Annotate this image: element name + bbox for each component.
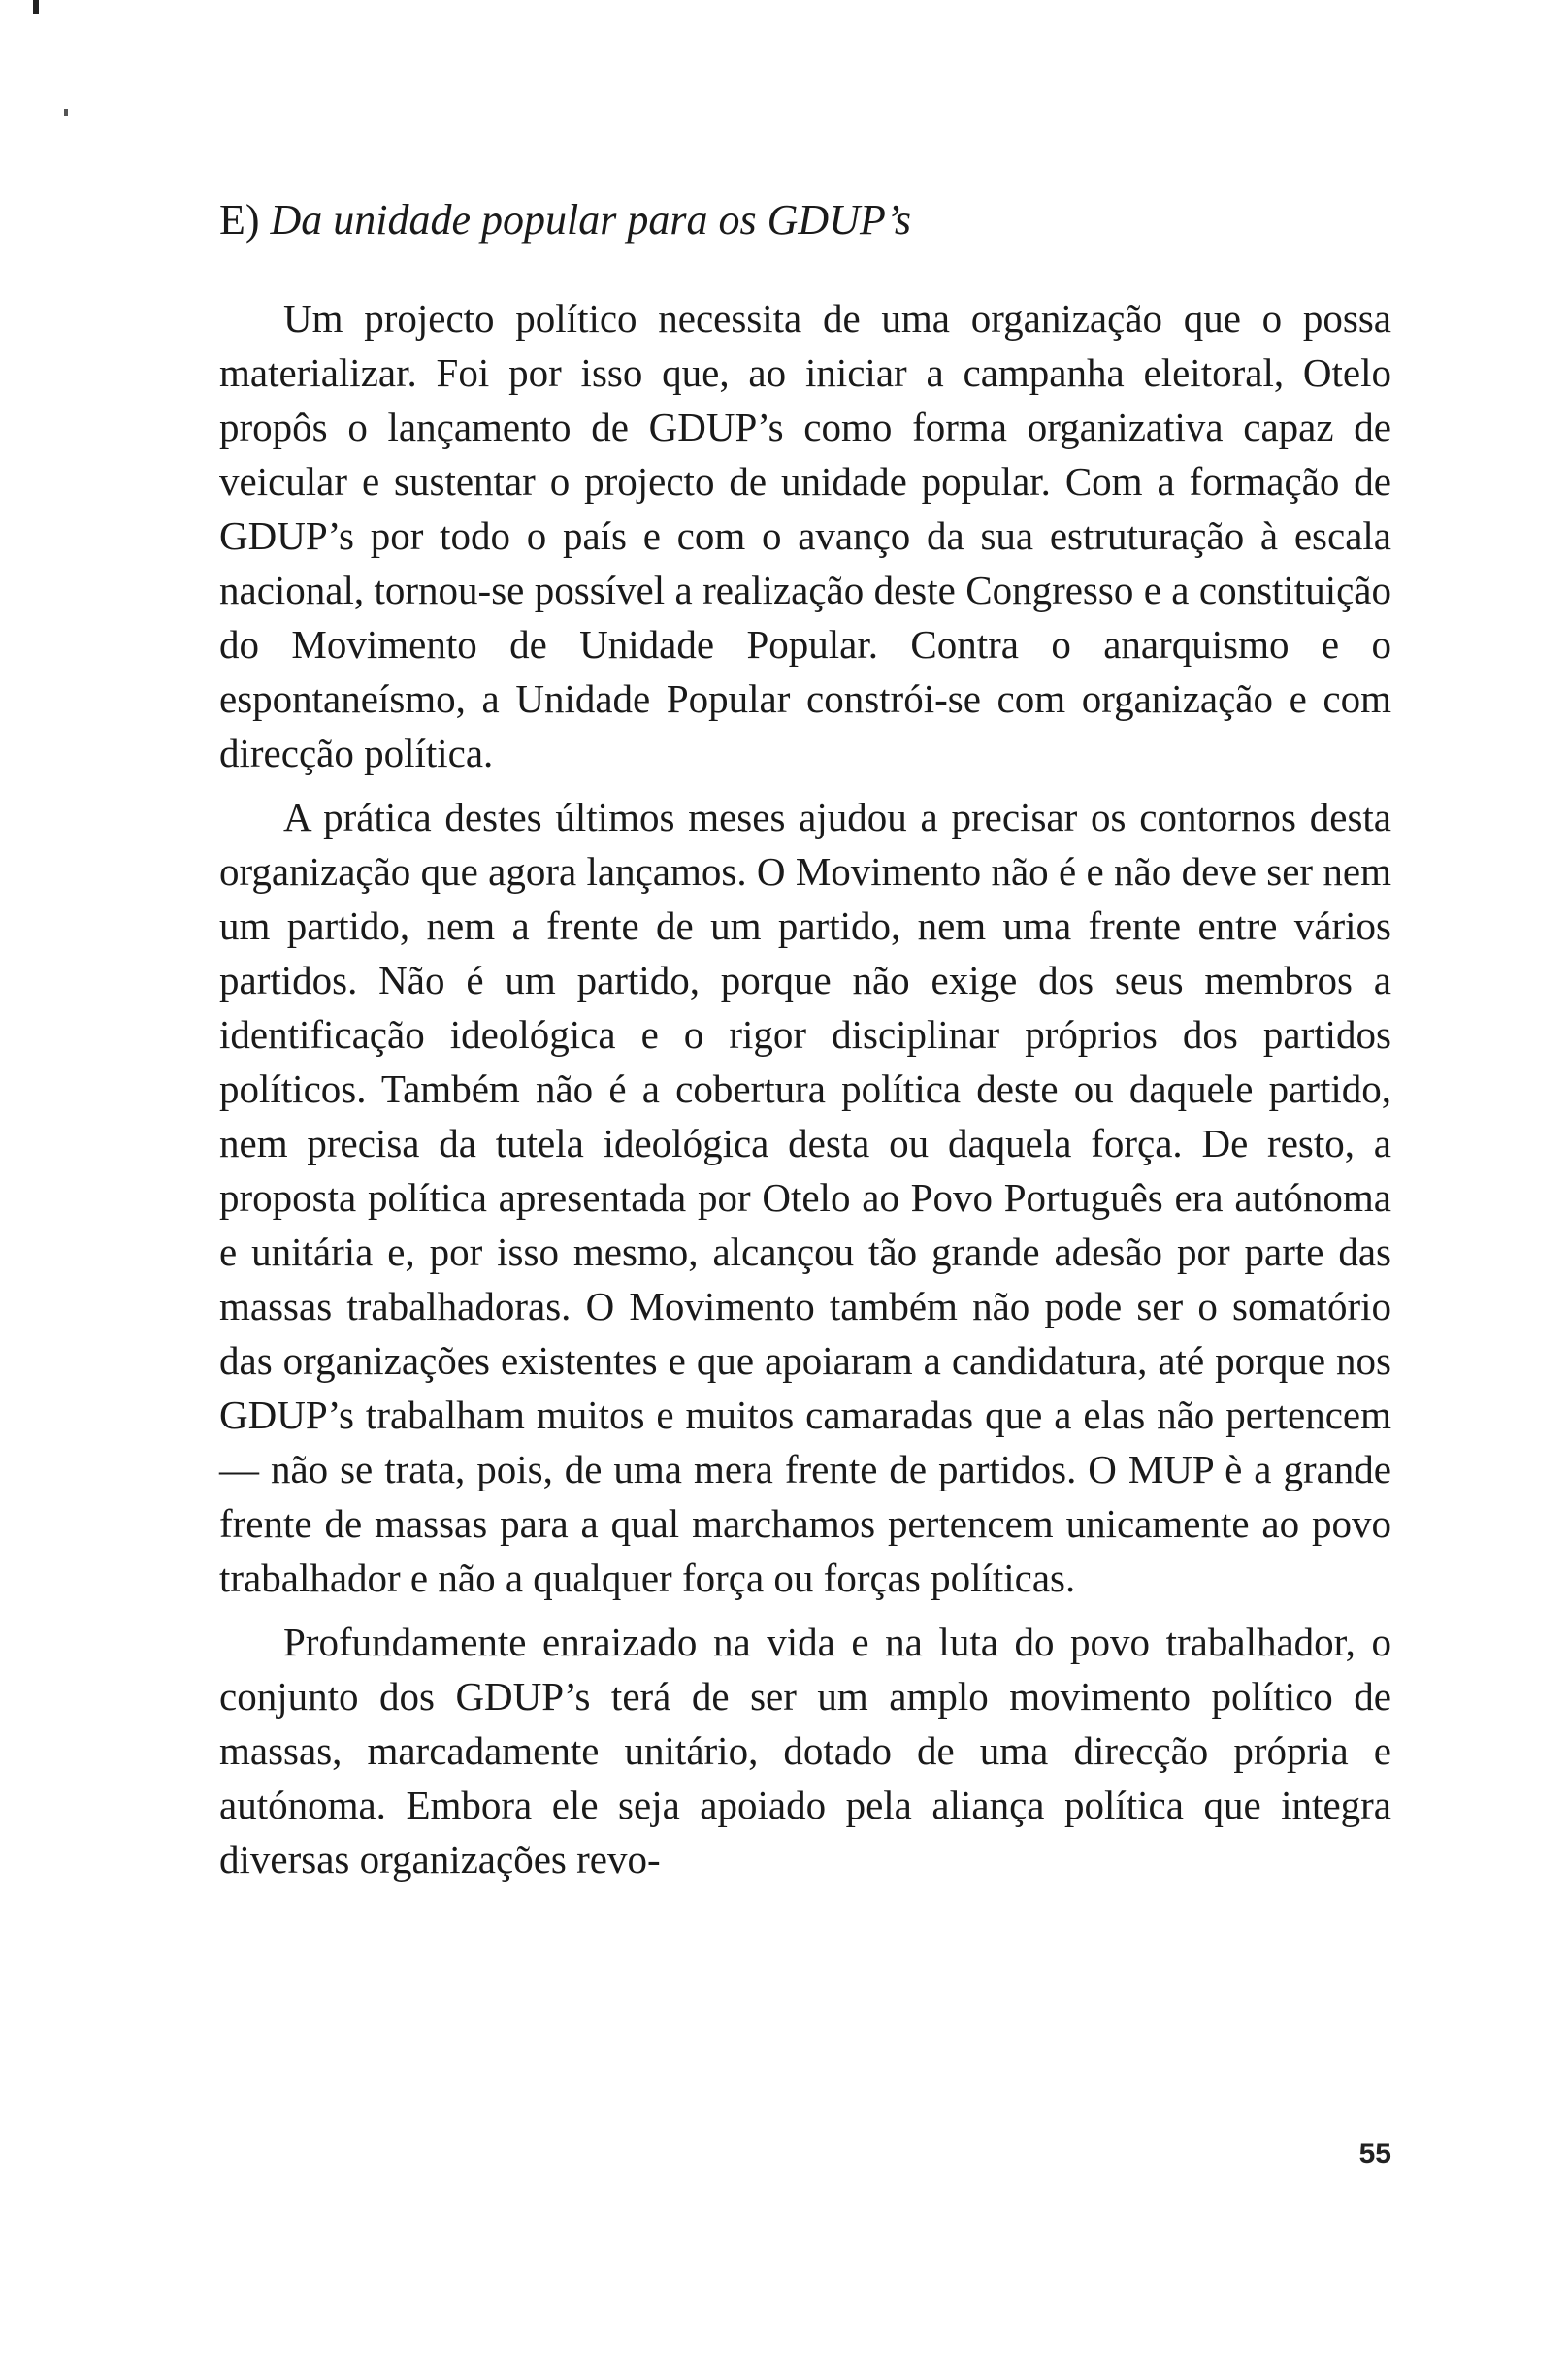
- section-title: Da unidade popular para os GDUP’s: [270, 196, 911, 244]
- page-content: [219, 194, 1391, 1886]
- scan-speck: [64, 109, 68, 116]
- body-text: [219, 291, 1391, 1886]
- scan-corner-mark: [33, 0, 39, 14]
- paragraph-1: Um projecto político necessita de uma organização que o possa materializar. Foi por isso que, ao iniciar a campanha eleitoral, Otelo propôs o lançamento de GDUP’s como forma organizativa capaz de veicular e sustentar o projecto de unidade popular. Com a formação de GDUP’s por todo o país e com o avanço da sua estruturação à escala nacional, tornou-se possível a realização deste Congresso e a constituição do Movimento de Unidade Popular. Contra o anarquismo e o espontaneísmo, a Unidade Popular constrói-se com organização e com direcção política.: [219, 296, 1391, 775]
- page-number: 55: [1358, 2138, 1391, 2170]
- section-heading: [219, 194, 1391, 246]
- paragraph-2: A prática destes últimos meses ajudou a precisar os contornos desta organização que agora lançamos. O Movimento não é e não deve ser nem um partido, nem a frente de um partido, nem uma frente entre vários partidos. Não é um partido, porque não exige dos seus membros a identificação ideológica e o rigor disciplinar próprios dos partidos políticos. Também não é a cobertura política deste ou daquele partido, nem precisa da tutela ideológica desta ou daquela força. De resto, a proposta política apresentada por Otelo ao Povo Português era autónoma e unitária e, por isso mesmo, alcançou tão grande adesão por parte das massas trabalhadoras. O Movimento também não pode ser o somatório das organizações existentes e que apoiaram a candidatura, até porque nos GDUP’s trabalham muitos e muitos camaradas que a elas não pertencem — não se trata, pois, de uma mera frente de partidos. O MUP è a grande frente de massas para a qual marchamos pertencem unicamente ao povo trabalhador e não a qualquer força ou forças políticas.: [219, 795, 1391, 1600]
- section-label: E): [219, 196, 260, 244]
- paragraph-3: Profundamente enraizado na vida e na luta do povo trabalhador, o conjunto dos GDUP’s terá de ser um amplo movimento político de massas, marcadamente unitário, dotado de uma direcção própria e autónoma. Embora ele seja apoiado pela aliança política que integra diversas organizações revo-: [219, 1620, 1391, 1882]
